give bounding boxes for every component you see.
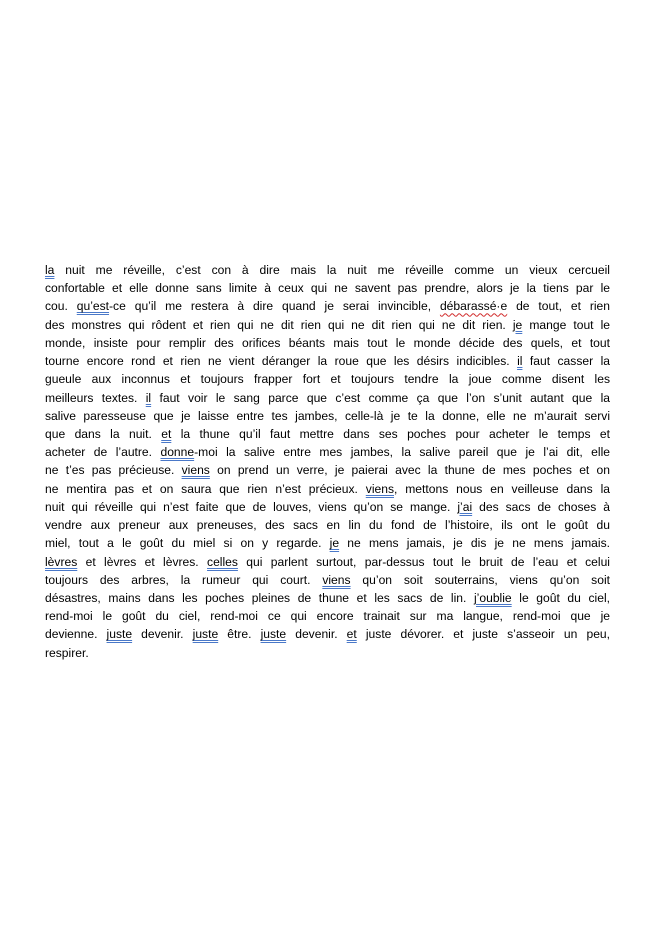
text-segment: désastres, mains dans les poches pleines de thune et les sacs de lin. <box>45 590 474 605</box>
grammar-flagged-word[interactable]: la <box>45 263 55 277</box>
text-segment: -ce qu’il me restera à dire quand je serai invincible, <box>109 299 440 314</box>
text-line <box>45 316 610 334</box>
grammar-flagged-word[interactable]: viens <box>322 572 351 587</box>
text-segment: qu’on soit souterrains, viens qu’on soit <box>350 572 610 587</box>
text-segment: des sacs de choses à <box>472 499 610 514</box>
text-segment: devienne. <box>45 627 107 642</box>
text-segment: le goût du ciel, <box>511 590 610 605</box>
text-line <box>45 425 610 443</box>
grammar-flagged-word[interactable]: et <box>346 627 357 642</box>
text-line <box>45 297 610 315</box>
grammar-flagged-word[interactable]: juste <box>260 627 287 642</box>
text-segment: faut voir le sang parce que c’est comme ça que l’on s’unit autant que la <box>151 390 611 405</box>
text-segment: juste dévorer. et juste s’asseoir un peu, <box>356 627 611 642</box>
text-segment: rend-moi le goût du ciel, rend-moi ce qui encore trainait sur ma langue, rend-moi que je <box>45 609 610 624</box>
text-line <box>45 553 610 571</box>
grammar-flagged-word[interactable]: je <box>329 536 340 551</box>
text-segment: ne t’es pas précieuse. <box>45 463 182 478</box>
spelling-flagged-word[interactable]: débarassé·e <box>439 299 508 314</box>
grammar-flagged-word[interactable]: et <box>161 426 172 441</box>
text-segment: tourne encore rond et rien ne vient déranger la roue que les désirs indicibles. <box>45 354 518 369</box>
text-segment: salive paresseuse que je laisse entre tes jambes, celle-là je te la donne, elle ne m’aurait servi <box>45 408 610 423</box>
body-paragraph[interactable] <box>45 261 610 662</box>
text-segment: toujours des arbres, la rumeur qui court. <box>45 572 323 587</box>
text-segment: qui parlent surtout, par-dessus tout le bruit de l’eau et celui <box>237 554 610 569</box>
text-segment: ne mentira pas et on saura que rien n’est précieux. <box>45 481 366 496</box>
text-line <box>45 516 610 534</box>
text-segment: respirer. <box>45 645 89 660</box>
text-line <box>45 334 610 352</box>
grammar-flagged-word[interactable]: il <box>517 354 523 369</box>
text-segment: nuit qui réveille qui n’est faite que de louves, viens qu’on se mange. <box>45 499 458 514</box>
text-line <box>45 407 610 425</box>
text-segment: faut casser la <box>522 354 610 369</box>
text-segment: miel, tout a le goût du miel si on y regarde. <box>45 536 330 551</box>
text-line <box>45 461 610 479</box>
text-line <box>45 625 610 643</box>
text-line <box>45 443 610 461</box>
text-segment: confortable et elle donne sans limite à ceux qui ne savent pas prendre, alors je la tiens par le <box>45 281 610 296</box>
text-segment: on prend un verre, je paierai avec la thune de mes poches et on <box>209 463 610 478</box>
text-segment: -moi la salive entre mes jambes, la salive pareil que je l’ai dit, elle <box>194 445 610 460</box>
text-segment: et lèvres et lèvres. <box>77 554 208 569</box>
text-segment: devenir. <box>132 627 193 642</box>
text-segment: monde, insiste pour remplir des orifices béants mais tout le monde décide des quels, et tout <box>45 335 610 350</box>
text-line <box>45 589 610 607</box>
text-line <box>45 498 610 516</box>
text-line <box>45 644 610 662</box>
text-segment: nuit me réveille, c’est con à dire mais la nuit me réveille comme un vieux cercueil <box>54 263 610 277</box>
text-segment: la thune qu’il faut mettre dans ses poches pour acheter le temps et <box>171 426 610 441</box>
grammar-flagged-word[interactable]: il <box>145 390 152 405</box>
grammar-flagged-word[interactable]: juste <box>192 627 219 642</box>
text-segment: , mettons nous en veilleuse dans la <box>394 481 610 496</box>
text-segment: que dans la nuit. <box>45 426 162 441</box>
text-line <box>45 534 610 552</box>
grammar-flagged-word[interactable]: j’oublie <box>474 590 512 605</box>
text-line <box>45 480 610 498</box>
text-line <box>45 571 610 589</box>
text-segment: vendre aux preneur aux preneuses, des sacs en lin du fond de l’histoire, ils ont le goût du <box>45 518 610 533</box>
text-segment: devenir. <box>286 627 347 642</box>
grammar-flagged-word[interactable]: donne <box>160 445 195 460</box>
text-line <box>45 607 610 625</box>
text-segment: cou. <box>45 299 77 314</box>
text-segment: des monstres qui rôdent et rien qui ne dit rien qui ne dit rien qui ne dit rien. <box>45 317 513 332</box>
text-line <box>45 389 610 407</box>
grammar-flagged-word[interactable]: juste <box>106 627 133 642</box>
text-segment: être. <box>218 627 261 642</box>
grammar-flagged-word[interactable]: lèvres <box>45 554 78 569</box>
text-segment: de tout, et rien <box>507 299 610 314</box>
text-line <box>45 279 610 297</box>
grammar-flagged-word[interactable]: qu’est <box>76 299 110 314</box>
text-segment: gueule aux inconnus et toujours frapper fort et toujours tendre la joue comme disent les <box>45 372 610 387</box>
text-segment: meilleurs textes. <box>45 390 146 405</box>
text-segment: ne mens jamais, je dis je ne mens jamais. <box>339 536 610 551</box>
text-segment: acheter de l’autre. <box>45 445 161 460</box>
text-segment: mange tout le <box>522 317 610 332</box>
grammar-flagged-word[interactable]: viens <box>181 463 210 478</box>
grammar-flagged-word[interactable]: j’ai <box>457 499 473 514</box>
grammar-flagged-word[interactable]: je <box>512 317 523 332</box>
grammar-flagged-word[interactable]: viens <box>365 481 394 496</box>
text-line <box>45 370 610 388</box>
text-line <box>45 352 610 370</box>
grammar-flagged-word[interactable]: celles <box>207 554 238 569</box>
text-line <box>45 261 610 279</box>
